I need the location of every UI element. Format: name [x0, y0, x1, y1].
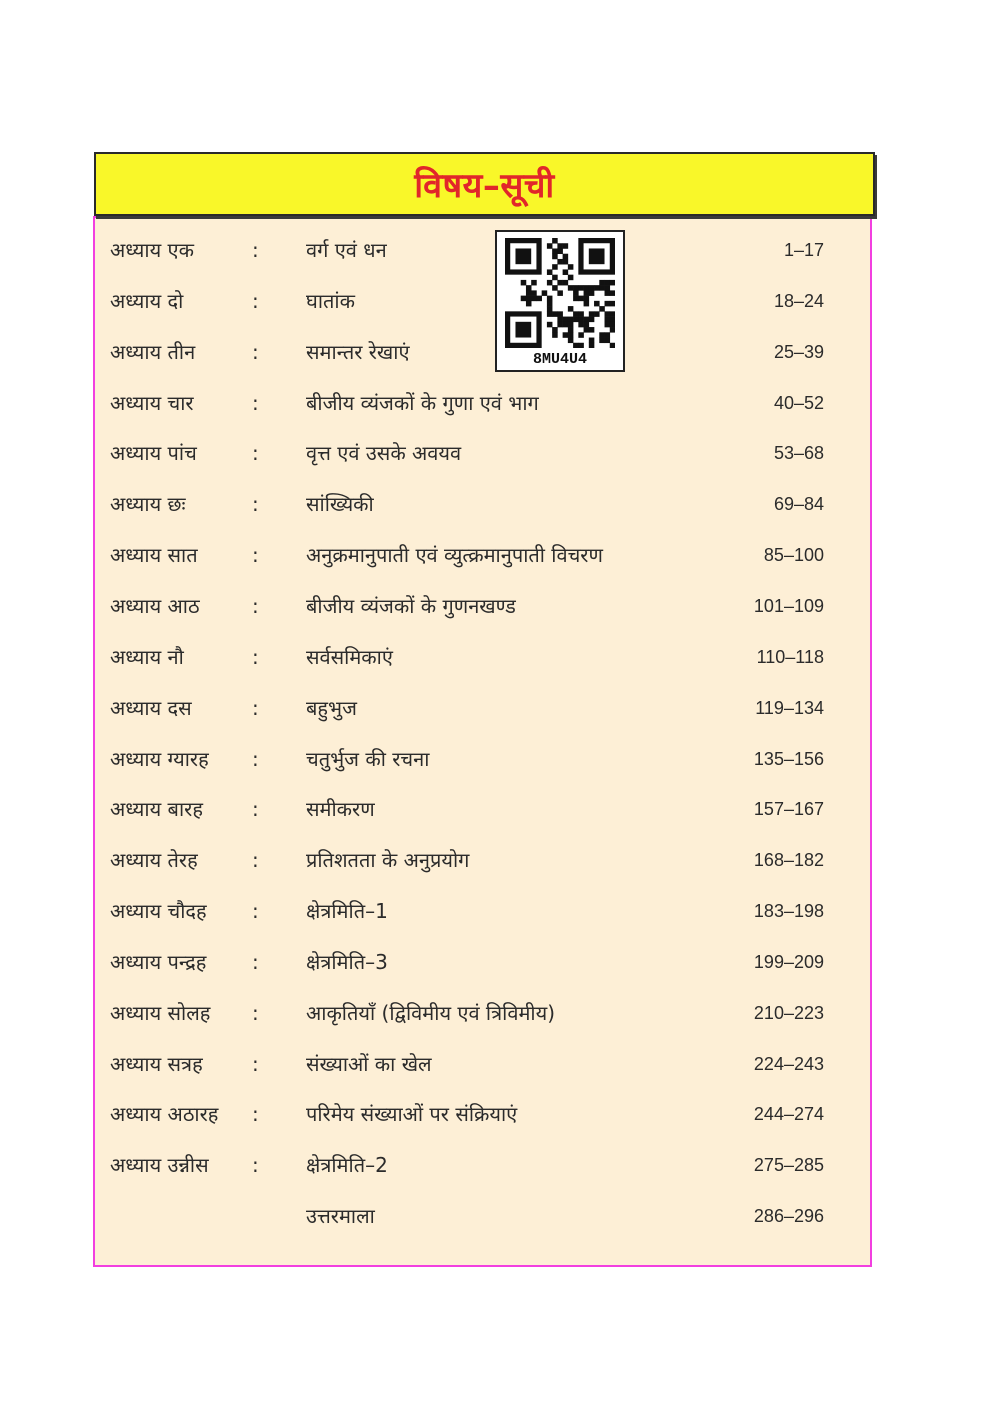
toc-colon: :	[252, 797, 259, 822]
toc-pages: 53–68	[773, 443, 824, 464]
toc-chapter: अध्याय चौदह	[110, 899, 207, 924]
toc-title: सांख्यिकी	[306, 492, 374, 517]
toc-colon: :	[252, 746, 259, 771]
toc-title: बहुभुज	[306, 695, 357, 720]
toc-row	[110, 338, 830, 378]
toc-colon: :	[252, 288, 259, 313]
toc-pages: 135–156	[753, 748, 824, 769]
toc-pages: 183–198	[753, 901, 824, 922]
toc-colon: :	[252, 644, 259, 669]
toc-chapter: अध्याय ग्यारह	[110, 746, 209, 771]
toc-colon: :	[252, 1051, 259, 1076]
toc-row	[110, 643, 830, 683]
toc-row	[110, 1202, 830, 1242]
toc-row	[110, 897, 830, 937]
toc-chapter: अध्याय तेरह	[110, 848, 198, 873]
toc-title: चतुर्भुज की रचना	[306, 746, 430, 771]
toc-title: वर्ग एवं धन	[306, 238, 387, 262]
toc-chapter: अध्याय अठारह	[110, 1102, 219, 1127]
toc-colon: :	[252, 695, 259, 720]
toc-chapter: अध्याय उन्नीस	[110, 1153, 209, 1178]
toc-colon: :	[252, 339, 259, 364]
toc-title: प्रतिशतता के अनुप्रयोग	[306, 848, 470, 873]
toc-title: अनुक्रमानुपाती एवं व्युत्क्रमानुपाती विचरण	[306, 543, 603, 568]
toc-colon: :	[252, 492, 259, 517]
toc-chapter: अध्याय सोलह	[110, 1000, 211, 1025]
toc-pages: 1–17	[783, 240, 824, 260]
toc-colon: :	[252, 390, 259, 415]
qr-code-text: 8MU4U4	[532, 351, 587, 368]
toc-title: क्षेत्रमिति–2	[306, 1153, 388, 1178]
toc-chapter: अध्याय छः	[110, 492, 186, 517]
toc-row	[110, 236, 830, 276]
toc-chapter: अध्याय नौ	[110, 644, 184, 669]
toc-title: बीजीय व्यंजकों के गुणा एवं भाग	[306, 390, 539, 415]
toc-colon: :	[252, 1102, 259, 1127]
toc-colon: :	[252, 899, 259, 924]
toc-chapter: अध्याय तीन	[110, 339, 196, 364]
toc-chapter: अध्याय बारह	[110, 797, 203, 822]
toc-pages: 157–167	[753, 799, 824, 820]
toc-title: क्षेत्रमिति–3	[306, 949, 388, 974]
toc-pages: 85–100	[763, 545, 824, 566]
toc-pages: 18–24	[773, 290, 824, 311]
toc-title: आकृतियाँ (द्विविमीय एवं त्रिविमीय)	[306, 1000, 555, 1025]
toc-row	[110, 1100, 830, 1140]
toc-row	[110, 745, 830, 785]
toc-pages: 25–39	[773, 341, 824, 362]
toc-pages: 224–243	[753, 1053, 824, 1074]
toc-title: बीजीय व्यंजकों के गुणनखण्ड	[306, 593, 516, 618]
toc-chapter: अध्याय चार	[110, 390, 194, 415]
toc-title: क्षेत्रमिति–1	[306, 899, 388, 924]
toc-chapter: अध्याय दो	[110, 288, 184, 313]
toc-pages: 119–134	[755, 697, 824, 718]
toc-pages: 110–118	[756, 646, 824, 667]
toc-chapter: अध्याय पन्द्रह	[110, 949, 207, 974]
toc-pages: 286–296	[753, 1206, 824, 1227]
toc-row	[110, 592, 830, 632]
toc-row	[110, 948, 830, 988]
toc-title: घातांक	[306, 288, 355, 313]
toc-colon: :	[252, 441, 259, 466]
title-bar	[94, 152, 875, 216]
toc-row	[110, 490, 830, 530]
toc-title: परिमेय संख्याओं पर संक्रियाएं	[306, 1102, 518, 1127]
toc-row	[110, 1050, 830, 1090]
toc-row	[110, 999, 830, 1039]
toc-title: वृत्त एवं उसके अवयव	[306, 441, 462, 466]
toc-pages: 168–182	[753, 850, 824, 871]
toc-row	[110, 541, 830, 581]
toc-pages: 40–52	[773, 392, 824, 413]
toc-colon: :	[252, 949, 259, 974]
toc-title: समान्तर रेखाएं	[306, 339, 410, 364]
toc-colon: :	[252, 1000, 259, 1025]
toc-chapter: अध्याय एक	[110, 238, 194, 262]
toc-pages: 244–274	[753, 1104, 824, 1125]
toc-title: संख्याओं का खेल	[306, 1051, 432, 1076]
toc-colon: :	[252, 238, 259, 262]
toc-chapter: अध्याय दस	[110, 695, 192, 720]
qr-code-icon	[505, 238, 615, 348]
toc-pages: 275–285	[753, 1155, 824, 1176]
page-title: विषय–सूची	[414, 166, 555, 206]
toc-row	[110, 439, 830, 479]
toc-chapter: अध्याय सात	[110, 543, 198, 568]
toc-chapter: अध्याय आठ	[110, 593, 200, 618]
toc-title: उत्तरमाला	[306, 1204, 375, 1229]
toc-colon: :	[252, 1153, 259, 1178]
toc-row	[110, 846, 830, 886]
toc-row	[110, 1151, 830, 1191]
toc-pages: 210–223	[753, 1002, 824, 1023]
toc-title: सर्वसमिकाएं	[306, 644, 393, 669]
toc-row	[110, 287, 830, 327]
toc-chapter: अध्याय पांच	[110, 441, 197, 466]
toc-row	[110, 694, 830, 734]
toc-row	[110, 795, 830, 835]
toc-pages: 199–209	[753, 951, 824, 972]
qr-code-box[interactable]	[495, 230, 625, 372]
toc-pages: 101–109	[753, 595, 824, 616]
toc-chapter: अध्याय सत्रह	[110, 1051, 203, 1076]
toc-colon: :	[252, 848, 259, 873]
toc-row	[110, 389, 830, 429]
toc-title: समीकरण	[306, 797, 375, 822]
toc-pages: 69–84	[773, 494, 824, 515]
toc-colon: :	[252, 543, 259, 568]
toc-colon: :	[252, 593, 259, 618]
